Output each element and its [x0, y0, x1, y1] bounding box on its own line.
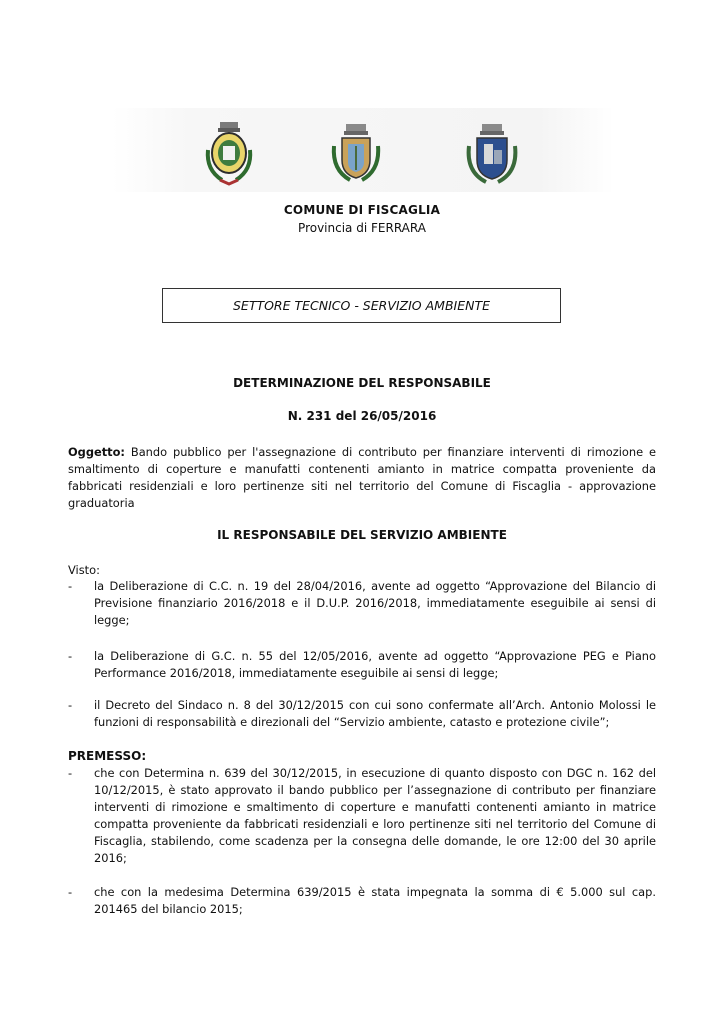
settore-label: SETTORE TECNICO - SERVIZIO AMBIENTE: [232, 298, 491, 313]
bullet-dash: -: [68, 649, 73, 663]
coat-of-arms-1-icon: [200, 120, 258, 186]
premesso-label: PREMESSO:: [68, 749, 147, 763]
bullet-dash: -: [68, 766, 73, 780]
determinazione-number: N. 231 del 26/05/2016: [287, 409, 437, 423]
visto-item-3: il Decreto del Sindaco n. 8 del 30/12/2015 con cui sono confermate all’Arch. Antonio Molossi le funzioni di responsabilità e direzionali del “Servizio ambiente, catasto e protezione civile”;: [94, 698, 656, 729]
premesso-item-1: che con Determina n. 639 del 30/12/2015, in esecuzione di quanto disposto con DGC n. 162 del 10/12/2015, è stato approvato il bando pubblico per l’assegnazione di contributo per finanziare interventi di rimozione e smaltimento di coperture e manufatti contenenti amianto in matrice compatta proveniente da fabbricati residenziali e loro pertinenze siti nel territorio del Comune di Fiscaglia, stabilendo, come scadenza per la consegna delle domande, le ore 12:00 del 30 aprile 2016;: [94, 766, 656, 865]
bullet-dash: -: [68, 579, 73, 593]
oggetto-label: Oggetto:: [68, 445, 125, 459]
coat-of-arms-3-icon: [462, 120, 522, 186]
settore-box: [162, 288, 561, 323]
oggetto-text: Bando pubblico per l'assegnazione di contributo per finanziare interventi di rimozione e smaltimento di coperture e manufatti contenenti amianto in matrice compatta proveniente da fabbricati residenziali e loro pertinenze siti nel territorio del Comune di Fiscaglia - approvazione graduatoria: [68, 445, 656, 510]
premesso-item-2: che con la medesima Determina 639/2015 è stata impegnata la somma di € 5.000 sul cap. 201465 del bilancio 2015;: [94, 885, 656, 916]
oggetto-paragraph: [68, 444, 656, 512]
visto-item-1: la Deliberazione di C.C. n. 19 del 28/04/2016, avente ad oggetto “Approvazione del Bilancio di Previsione finanziario 2016/2018 e il D.U.P. 2016/2018, immediatamente eseguibile ai sensi di legge;: [94, 579, 656, 627]
visto-label: Visto:: [68, 563, 100, 577]
bullet-dash: -: [68, 885, 73, 899]
determinazione-title: DETERMINAZIONE DEL RESPONSABILE: [233, 376, 491, 390]
responsabile-title: IL RESPONSABILE DEL SERVIZIO AMBIENTE: [217, 528, 507, 542]
bullet-dash: -: [68, 698, 73, 712]
visto-item-2: la Deliberazione di G.C. n. 55 del 12/05/2016, avente ad oggetto “Approvazione PEG e Piano Performance 2016/2018, immediatamente eseguibile ai sensi di legge;: [94, 649, 656, 680]
comune-title: COMUNE DI FISCAGLIA: [283, 203, 441, 217]
coat-of-arms-2-icon: [328, 120, 384, 186]
provincia-subtitle: Provincia di FERRARA: [298, 221, 426, 235]
